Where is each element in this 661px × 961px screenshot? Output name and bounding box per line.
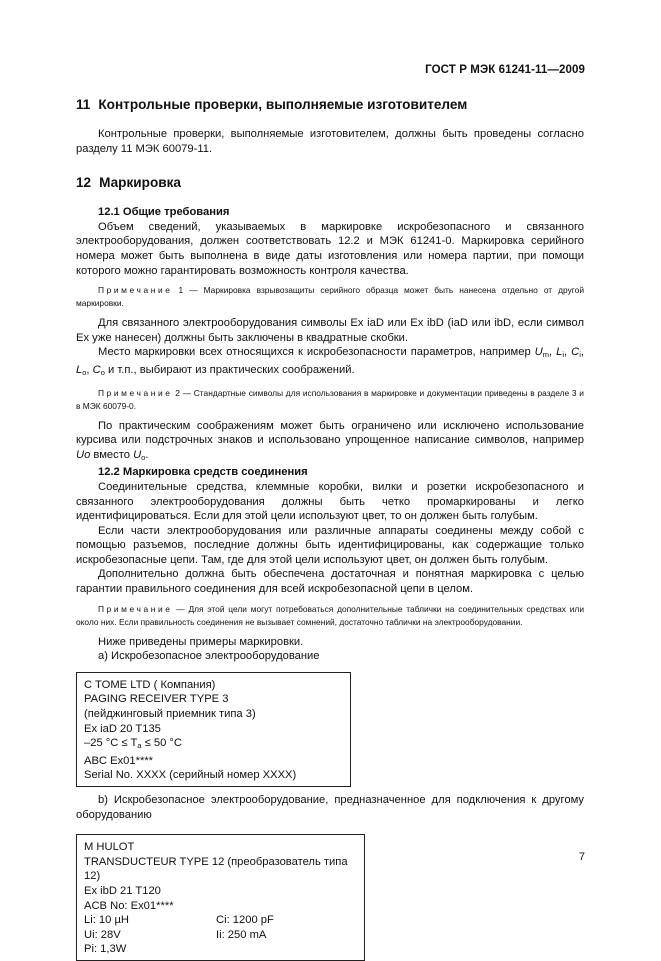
box-a-line: ABC Ex01**** [84, 754, 154, 767]
paragraph-7: Дополнительно должна быть обеспечена достаточная и понятная маркировка с целью гарантии правильного соединения для всей искробезопасной цепи в целом. [76, 568, 584, 596]
subsection-12-1-title: 12.1 Общие требования [98, 206, 230, 219]
note-1 [76, 284, 584, 310]
note-2-text: 2 — Стандартные символы для использования в маркировке и документации приведены в разделе 3 и в МЭК 60079-0. [76, 387, 584, 411]
box-b-line: Ex ibD 21 T120 [84, 884, 161, 897]
box-a-line: PAGING RECEIVER TYPE 3 [84, 693, 229, 706]
box-b-line: M HULOT [84, 841, 135, 854]
box-a-line: –25 $^\circ C \le T_a \le 50$ °C [84, 737, 182, 751]
note-2 [76, 387, 584, 413]
box-b-line: TRANSDUCTEUR TYPE 12 (преобразователь типа 12) [84, 855, 348, 883]
note-3-label: Примечание [98, 603, 173, 614]
example-a-caption: а) Искробезопасное электрооборудование [98, 650, 320, 663]
box-b-line: ACB No: Ex01**** [84, 899, 174, 912]
marking-example-b [76, 834, 365, 961]
box-b-ui: Ui: 28V [84, 928, 121, 941]
note-1-text: 1 — Маркировка взрывозащиты серийного образца может быть нанесена отдельно от другой маркировки. [76, 285, 584, 309]
section-12-heading [76, 174, 584, 191]
section-11-number: 11 [76, 97, 91, 112]
paragraph-1: Объем сведений, указываемых в маркировке искробезопасного и связанного электрооборудования, должен соответствовать 12.2 и МЭК 61241-0. Маркировка серийного номера может быть выполнена в виде даты изготовления или номера партии, при помощи которого можно гарантировать возможность контроля качества. [76, 220, 584, 277]
page-content [76, 96, 584, 961]
paragraph-8: Ниже приведены примеры маркировки. [98, 635, 304, 648]
box-a-line: (пейджинговый приемник типа 3) [84, 708, 256, 721]
box-a-line: Serial No. XXXX (серийный номер XXXX) [84, 769, 297, 782]
section-12-number: 12 [76, 175, 92, 191]
page-number: 7 [578, 851, 585, 863]
example-b-caption: b) Искробезопасное электрооборудование, предназначенное для подключения к другому оборудованию [76, 794, 584, 821]
document-header: ГОСТ Р МЭК 61241-11—2009 [425, 64, 585, 76]
paragraph-4: По практическим соображениям может быть ограничено или исключено использование курсива или подстрочных знаков и использовано упрощенное написание символов, например Uo вместо $U_o$. [76, 419, 584, 462]
box-b-li: Li: 10 µH [84, 914, 130, 927]
subsection-12-2-title: 12.2 Маркировка средств соединения [98, 466, 308, 479]
box-b-ii: Ii: 250 mA [216, 928, 267, 941]
paragraph-5: Соединительные средства, клеммные коробки, вилки и розетки искробезопасного и связанного электрооборудования должны быть четко промаркированы и легко идентифицироваться. Если для этой цели используют цвет, то он должен быть голубым. [76, 480, 584, 523]
box-b-row [84, 928, 358, 943]
box-b-row [84, 913, 358, 928]
marking-example-a [76, 672, 351, 787]
note-2-label: Примечание [98, 387, 173, 398]
box-a-line: C TOME LTD ( Компания) [84, 678, 216, 691]
section-11-title: Контрольные проверки, выполняемые изготовителем [98, 97, 468, 112]
section-11-heading [76, 96, 584, 113]
box-a-line: Ex iaD 20 T135 [84, 722, 161, 735]
section-12-title: Маркировка [99, 175, 181, 191]
box-b-line: Pi: 1,3W [84, 943, 127, 956]
paragraph-3: Место маркировки всех относящихся к искробезопасности параметров, например $U_m$, $L_i$, $C_i$, $L_o$, $C_o$ и т.п., выбирают из практических соображений. [76, 346, 585, 377]
note-1-label: Примечание [98, 285, 173, 296]
note-3-text: — Для этой цели могут потребоваться дополнительные таблички на соединительных средствах или около них. Если правильность соединения не вызывает сомнений, достаточно таблички на электрооборудовании. [76, 603, 584, 627]
box-b-ci: Ci: 1200 pF [216, 914, 274, 927]
note-3 [76, 603, 584, 629]
paragraph-6: Если части электрооборудования или различные аппараты соединены между собой с помощью разъемов, последние должны быть идентифицированы, как содержащие только искробезопасные цепи. Там, где для этой цели используют цвет, он должен быть голубым. [76, 524, 584, 566]
paragraph-2: Для связанного электрооборудования символы Ex iaD или Ex ibD (iaD или ibD, если символ Ex уже нанесен) должны быть заключены в квадратные скобки. [76, 317, 584, 344]
section-11-text: Контрольные проверки, выполняемые изготовителем, должны быть проведены согласно разделу 11 МЭК 60079-11. [76, 128, 584, 155]
